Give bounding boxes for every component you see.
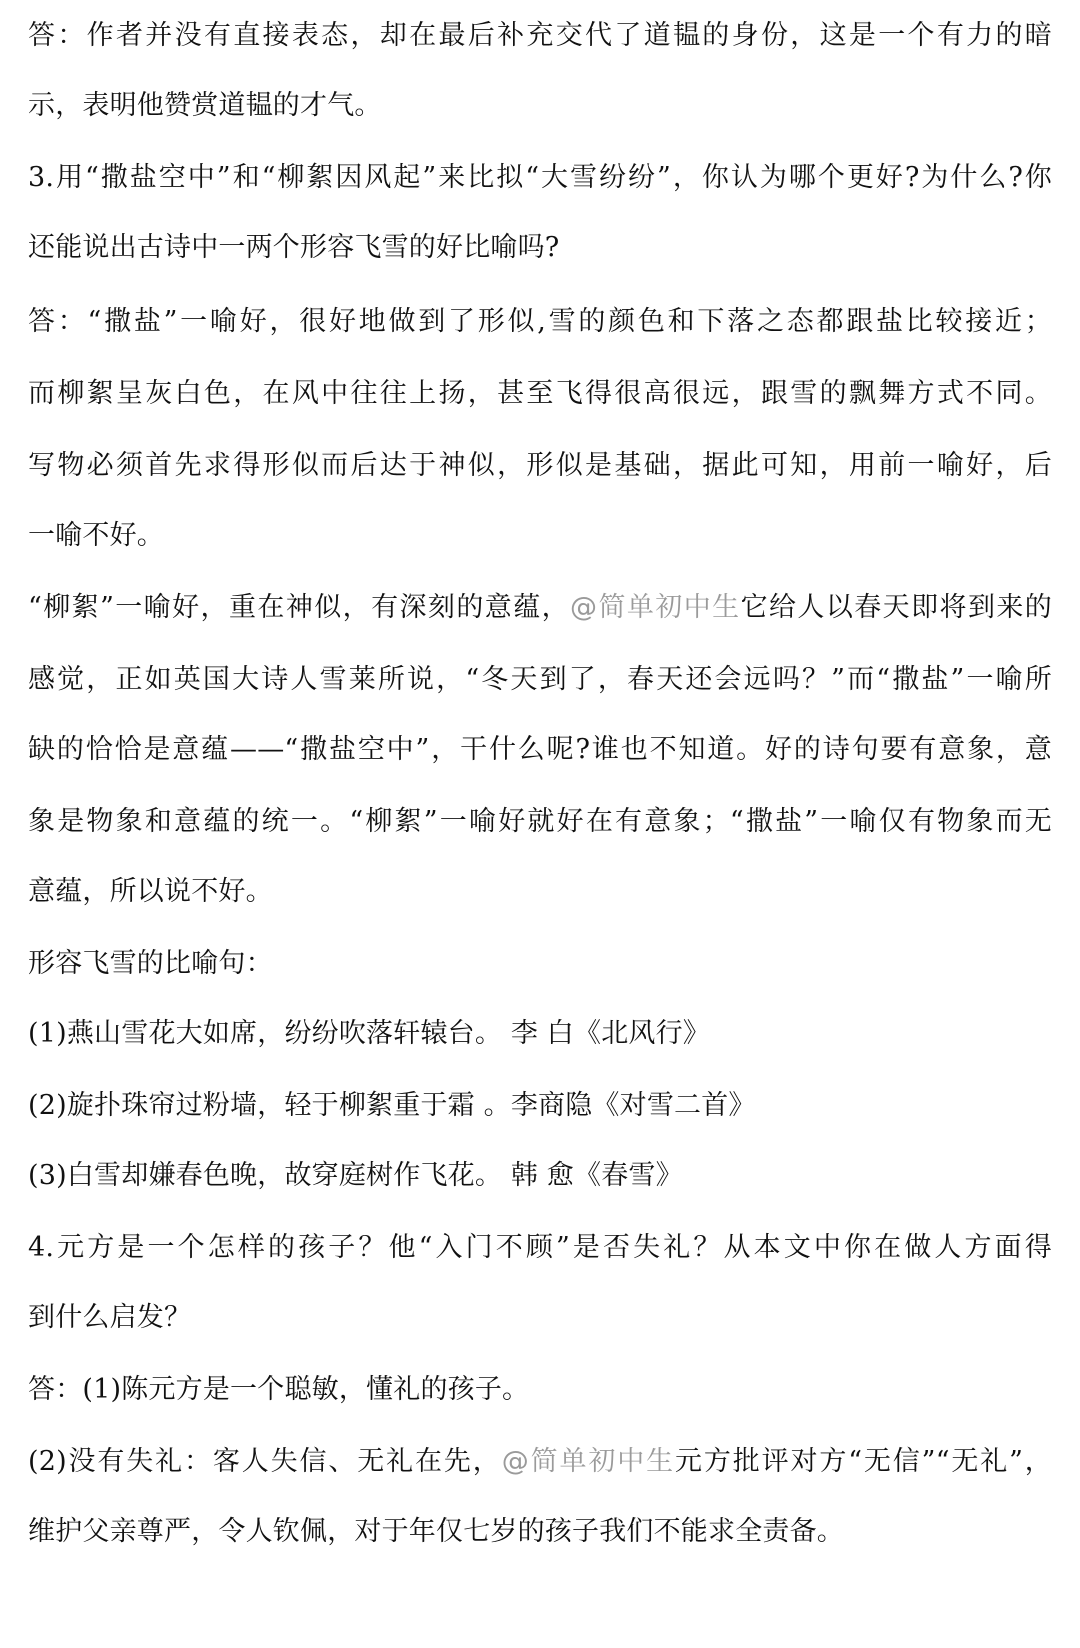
text-line: (3)白雪却嫌春色晚，故穿庭树作飞花。 韩 愈《春雪》 xyxy=(28,1160,683,1191)
text-line: 答：作者并没有直接表态，却在最后补充交代了道韫的身份，这是一个有力的暗 xyxy=(28,20,1052,51)
text-line-with-watermark xyxy=(28,588,1052,628)
watermark-text: @简单初中生 xyxy=(501,1446,675,1477)
text-line: (2)旋扑珠帘过粉墙，轻于柳絮重于霜 。李商隐《对雪二首》 xyxy=(28,1090,756,1121)
text-line: 感觉，正如英国大诗人雪莱所说，“冬天到了，春天还会远吗？”而“撒盐”一喻所 xyxy=(28,664,1052,695)
text-line: 写物必须首先求得形似而后达于神似，形似是基础，据此可知，用前一喻好，后 xyxy=(28,450,1052,481)
text-line: 示，表明他赞赏道韫的才气。 xyxy=(28,90,382,121)
text-segment: (2)没有失礼：客人失信、无礼在先， xyxy=(28,1446,502,1477)
text-line: 答：(1)陈元方是一个聪敏，懂礼的孩子。 xyxy=(28,1374,530,1405)
text-line: 而柳絮呈灰白色，在风中往往上扬，甚至飞得很高很远，跟雪的飘舞方式不同。 xyxy=(28,378,1052,409)
text-segment: 它给人以春天即将到来的 xyxy=(740,592,1052,623)
text-line: 一喻不好。 xyxy=(28,520,164,551)
text-line: 到什么启发？ xyxy=(28,1302,192,1333)
text-line: 3.用“撒盐空中”和“柳絮因风起”来比拟“大雪纷纷”，你认为哪个更好?为什么?你 xyxy=(28,162,1052,193)
text-line: 象是物象和意蕴的统一。“柳絮”一喻好就好在有意象；“撒盐”一喻仅有物象而无 xyxy=(28,806,1052,837)
text-line: (1)燕山雪花大如席，纷纷吹落轩辕台。 李 白《北风行》 xyxy=(28,1018,711,1049)
text-line-with-watermark xyxy=(28,1442,1052,1482)
text-line: 答：“撒盐”一喻好，很好地做到了形似,雪的颜色和下落之态都跟盐比较接近； xyxy=(28,306,1052,337)
text-line: 意蕴，所以说不好。 xyxy=(28,876,273,907)
text-segment: “柳絮”一喻好，重在神似，有深刻的意蕴， xyxy=(28,592,571,623)
watermark-text: @简单初中生 xyxy=(570,592,741,623)
text-line: 形容飞雪的比喻句： xyxy=(28,948,273,979)
text-line: 4.元方是一个怎样的孩子？他“入门不顾”是否失礼？从本文中你在做人方面得 xyxy=(28,1232,1052,1263)
text-line: 维护父亲尊严，令人钦佩，对于年仅七岁的孩子我们不能求全责备。 xyxy=(28,1516,844,1547)
text-line: 还能说出古诗中一两个形容飞雪的好比喻吗? xyxy=(28,232,560,263)
text-segment: 元方批评对方“无信”“无礼”， xyxy=(674,1446,1053,1477)
text-line: 缺的恰恰是意蕴——“撒盐空中”，干什么呢?谁也不知道。好的诗句要有意象，意 xyxy=(28,734,1052,765)
